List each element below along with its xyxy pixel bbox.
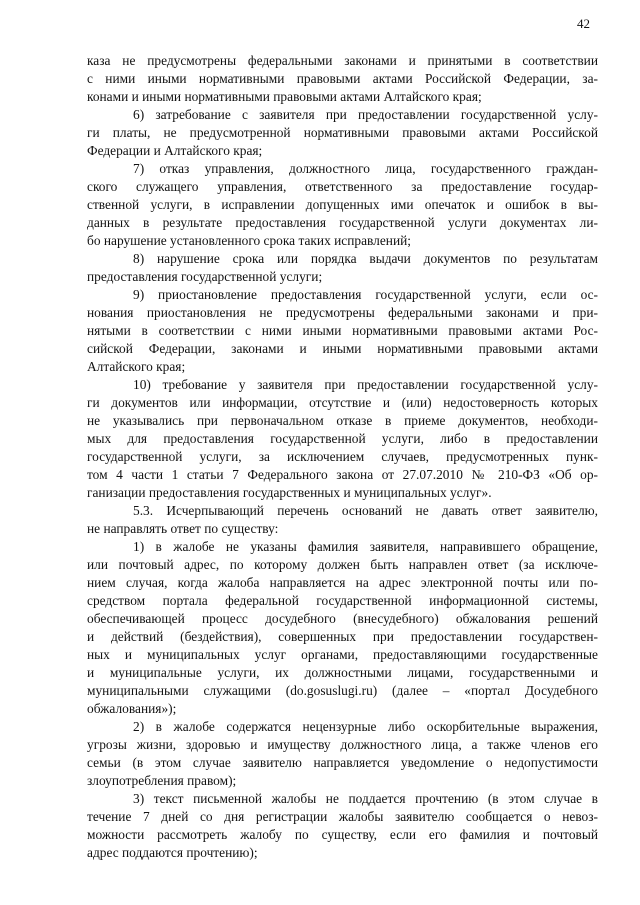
text-line: не направлять ответ по существу: [87, 521, 279, 536]
text-line: ги платы, не предусмотренной нормативными правовыми актами Российской [87, 125, 598, 140]
text-line: не указывались при первоначальном отказе в приеме документов, необходи- [87, 413, 598, 428]
text-line: с ними иными нормативными правовыми актами Российской Федерации, за- [87, 71, 598, 86]
text-line: ственной услуги, в исправлении допущенных ими опечаток и ошибок в вы- [87, 197, 598, 212]
text-line: 10) требование у заявителя при предоставлении государственной услу- [133, 377, 598, 392]
text-line: ги документов или информации, отсутствие и (или) недостоверность которых [87, 395, 598, 410]
text-line: муниципальными служащими (do.gosuslugi.ru) (далее – «портал Досудебного [87, 683, 598, 698]
text-line: данных в результате предоставления государственной услуги документах ли- [87, 215, 598, 230]
text-line: и действий (бездействия), совершенных при предоставлении государствен- [87, 629, 598, 644]
text-line: 9) приостановление предоставления государственной услуги, если ос- [133, 287, 598, 302]
text-line: семьи (в этом случае заявителю направляется уведомление о недопустимости [87, 755, 598, 770]
text-line: течение 7 дней со дня регистрации жалобы заявителю сообщается о невоз- [87, 809, 598, 824]
text-line: государственной услуги, за исключением случаев, предусмотренных пунк- [87, 449, 598, 464]
text-line: адрес поддаются прочтению); [87, 845, 258, 860]
text-line: обеспечивающей процесс досудебного (внесудебного) обжалования решений [87, 611, 598, 626]
text-line: нятыми в соответствии с ними иными нормативными правовыми актами Рос- [87, 323, 598, 338]
document-body [87, 52, 598, 862]
text-line: бо нарушение установленного срока таких исправлений; [87, 233, 412, 248]
text-line: 2) в жалобе содержатся нецензурные либо оскорбительные выражения, [133, 719, 598, 734]
text-line: том 4 части 1 статьи 7 Федерального закона от 27.07.2010 № 210-ФЗ «Об ор- [87, 467, 598, 482]
text-line: мых для предоставления государственной услуги, либо в предоставлении [87, 431, 598, 446]
text-line: сийской Федерации, законами и иными нормативными правовыми актами [87, 341, 598, 356]
text-line: или почтовый адрес, по которому должен быть направлен ответ (за исключе- [87, 557, 598, 572]
text-line: предоставления государственной услуги; [87, 269, 323, 284]
text-line: нования приостановления не предусмотрены федеральными законами и при- [87, 305, 598, 320]
text-line: Федерации и Алтайского края; [87, 143, 263, 158]
text-line: средством портала федеральной государственной информационной системы, [87, 593, 598, 608]
text-line: ганизации предоставления государственных и муниципальных услуг». [87, 485, 492, 500]
text-line: злоупотребления правом); [87, 773, 237, 788]
text-line: можности рассмотреть жалобу по существу, если его фамилия и почтовый [87, 827, 598, 842]
page-number: 42 [577, 16, 590, 31]
text-line: обжалования»); [87, 701, 177, 716]
text-line: угрозы жизни, здоровью и имуществу должностного лица, а также членов его [87, 737, 598, 752]
text-line: и муниципальные услуги, их должностными лицами, государственными и [87, 665, 598, 680]
text-line: 6) затребование с заявителя при предоставлении государственной услу- [133, 107, 598, 122]
text-line: 5.3. Исчерпывающий перечень оснований не давать ответ заявителю, [133, 503, 598, 518]
text-line: Алтайского края; [87, 359, 186, 374]
text-line: каза не предусмотрены федеральными законами и принятыми в соответствии [87, 53, 598, 68]
text-line: 8) нарушение срока или порядка выдачи документов по результатам [133, 251, 598, 266]
text-line: 3) текст письменной жалобы не поддается прочтению (в этом случае в [133, 791, 598, 806]
text-line: 7) отказ управления, должностного лица, государственного граждан- [133, 161, 598, 176]
text-line: 1) в жалобе не указаны фамилия заявителя, направившего обращение, [133, 539, 598, 554]
text-line: ных и муниципальных услуг органами, предоставляющими государственные [87, 647, 598, 662]
text-line: нием случая, когда жалоба направляется на адрес электронной почты или по- [87, 575, 598, 590]
text-line: конами и иными нормативными правовыми актами Алтайского края; [87, 89, 482, 104]
text-line: ского служащего управления, ответственного за предоставление государ- [87, 179, 598, 194]
